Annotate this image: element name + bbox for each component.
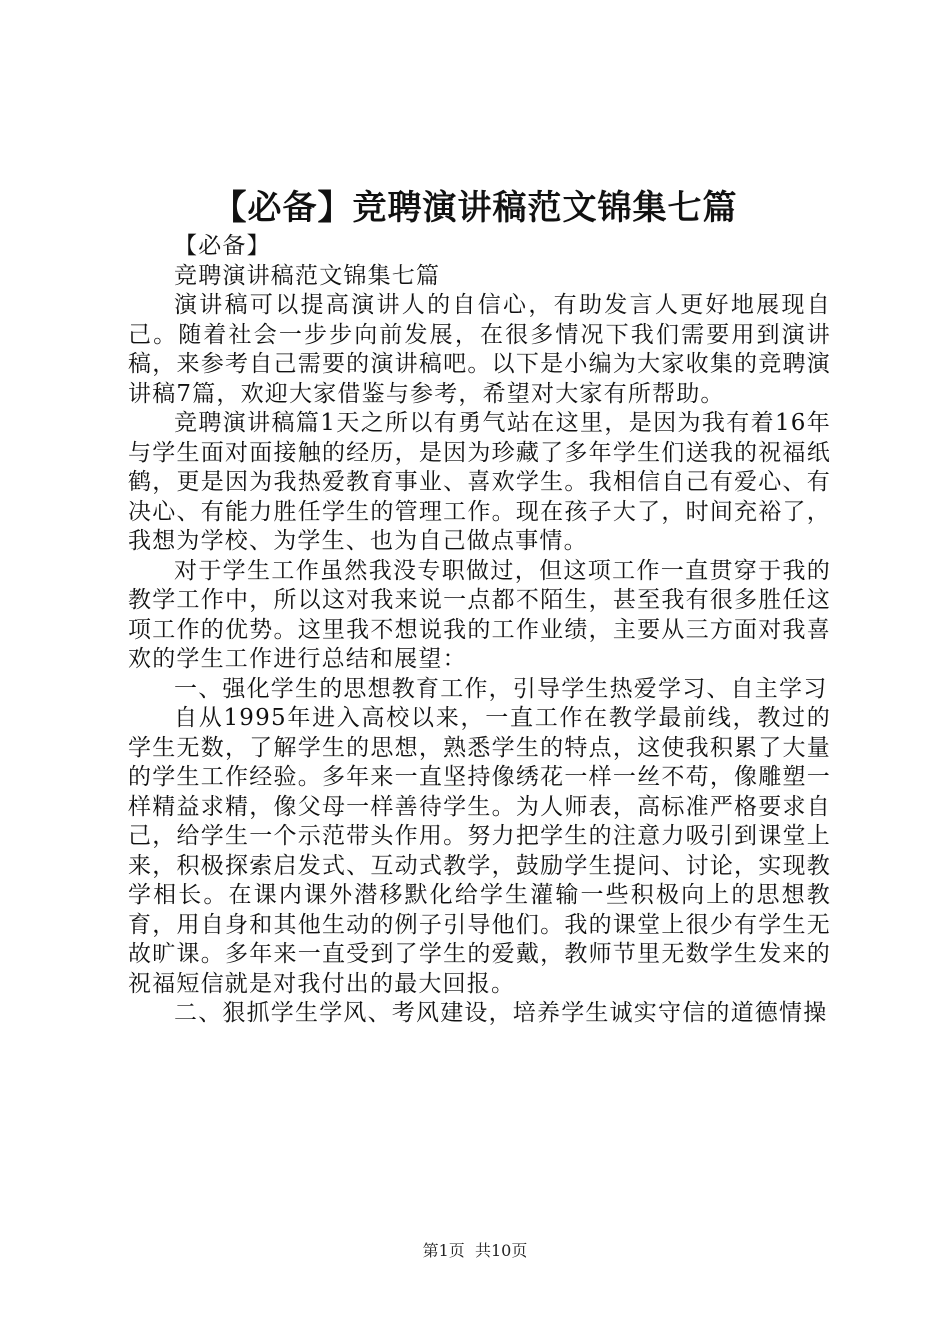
- paragraph-heading-tag: 【必备】: [174, 233, 271, 259]
- document-title: 【必备】竞聘演讲稿范文锦集七篇: [212, 188, 738, 228]
- paragraph-subtitle: 竞聘演讲稿范文锦集七篇: [174, 262, 441, 289]
- paragraph-intro: 演讲稿可以提高演讲人的自信心，有助发言人更好地展现自己。随着社会一步步向前发展，在很多情况下我们需要用到演讲稿，来参考自己需要的演讲稿吧。以下是小编为大家收集的竞聘演讲稿7篇，欢迎大家借鉴与参考，希望对大家有所帮助。: [128, 292, 831, 407]
- section-heading-2: 二、狠抓学生学风、考风建设，培养学生诚实守信的道德情操: [174, 1000, 828, 1026]
- paragraph-speech-1: 竞聘演讲稿篇1天之所以有勇气站在这里，是因为我有着16年与学生面对面接触的经历，是因为珍藏了多年学生们送我的祝福纸鹤，更是因为我热爱教育事业、喜欢学生。我相信自己有爱心、有决心、有能力胜任学生的管理工作。现在孩子大了，时间充裕了，我想为学校、为学生、也为自己做点事情。: [128, 410, 831, 554]
- document-body: [128, 232, 831, 1029]
- page-number: 第1页: [422, 1241, 465, 1260]
- page-footer: [0, 1239, 950, 1263]
- paragraph-teaching-experience: 自从1995年进入高校以来，一直工作在教学最前线，教过的学生无数，了解学生的思想，熟悉学生的特点，这使我积累了大量的学生工作经验。多年来一直坚持像绣花一样一丝不苟，像雕塑一样精益求精，像父母一样善待学生。为人师表，高标准严格要求自己，给学生一个示范带头作用。努力把学生的注意力吸引到课堂上来，积极探索启发式、互动式教学，鼓励学生提问、讨论，实现教学相长。在课内课外潜移默化给学生灌输一些积极向上的思想教育，用自身和其他生动的例子引导他们。我的课堂上很少有学生无故旷课。多年来一直受到了学生的爱戴，教师节里无数学生发来的祝福短信就是对我付出的最大回报。: [128, 705, 831, 997]
- total-pages: 共10页: [474, 1241, 528, 1260]
- paragraph-student-work: 对于学生工作虽然我没专职做过，但这项工作一直贯穿于我的教学工作中，所以这对我来说一点都不陌生，甚至我有很多胜任这项工作的优势。这里我不想说我的工作业绩，主要从三方面对我喜欢的学生工作进行总结和展望：: [128, 557, 831, 672]
- section-heading-1: 一、强化学生的思想教育工作，引导学生热爱学习、自主学习: [174, 675, 828, 702]
